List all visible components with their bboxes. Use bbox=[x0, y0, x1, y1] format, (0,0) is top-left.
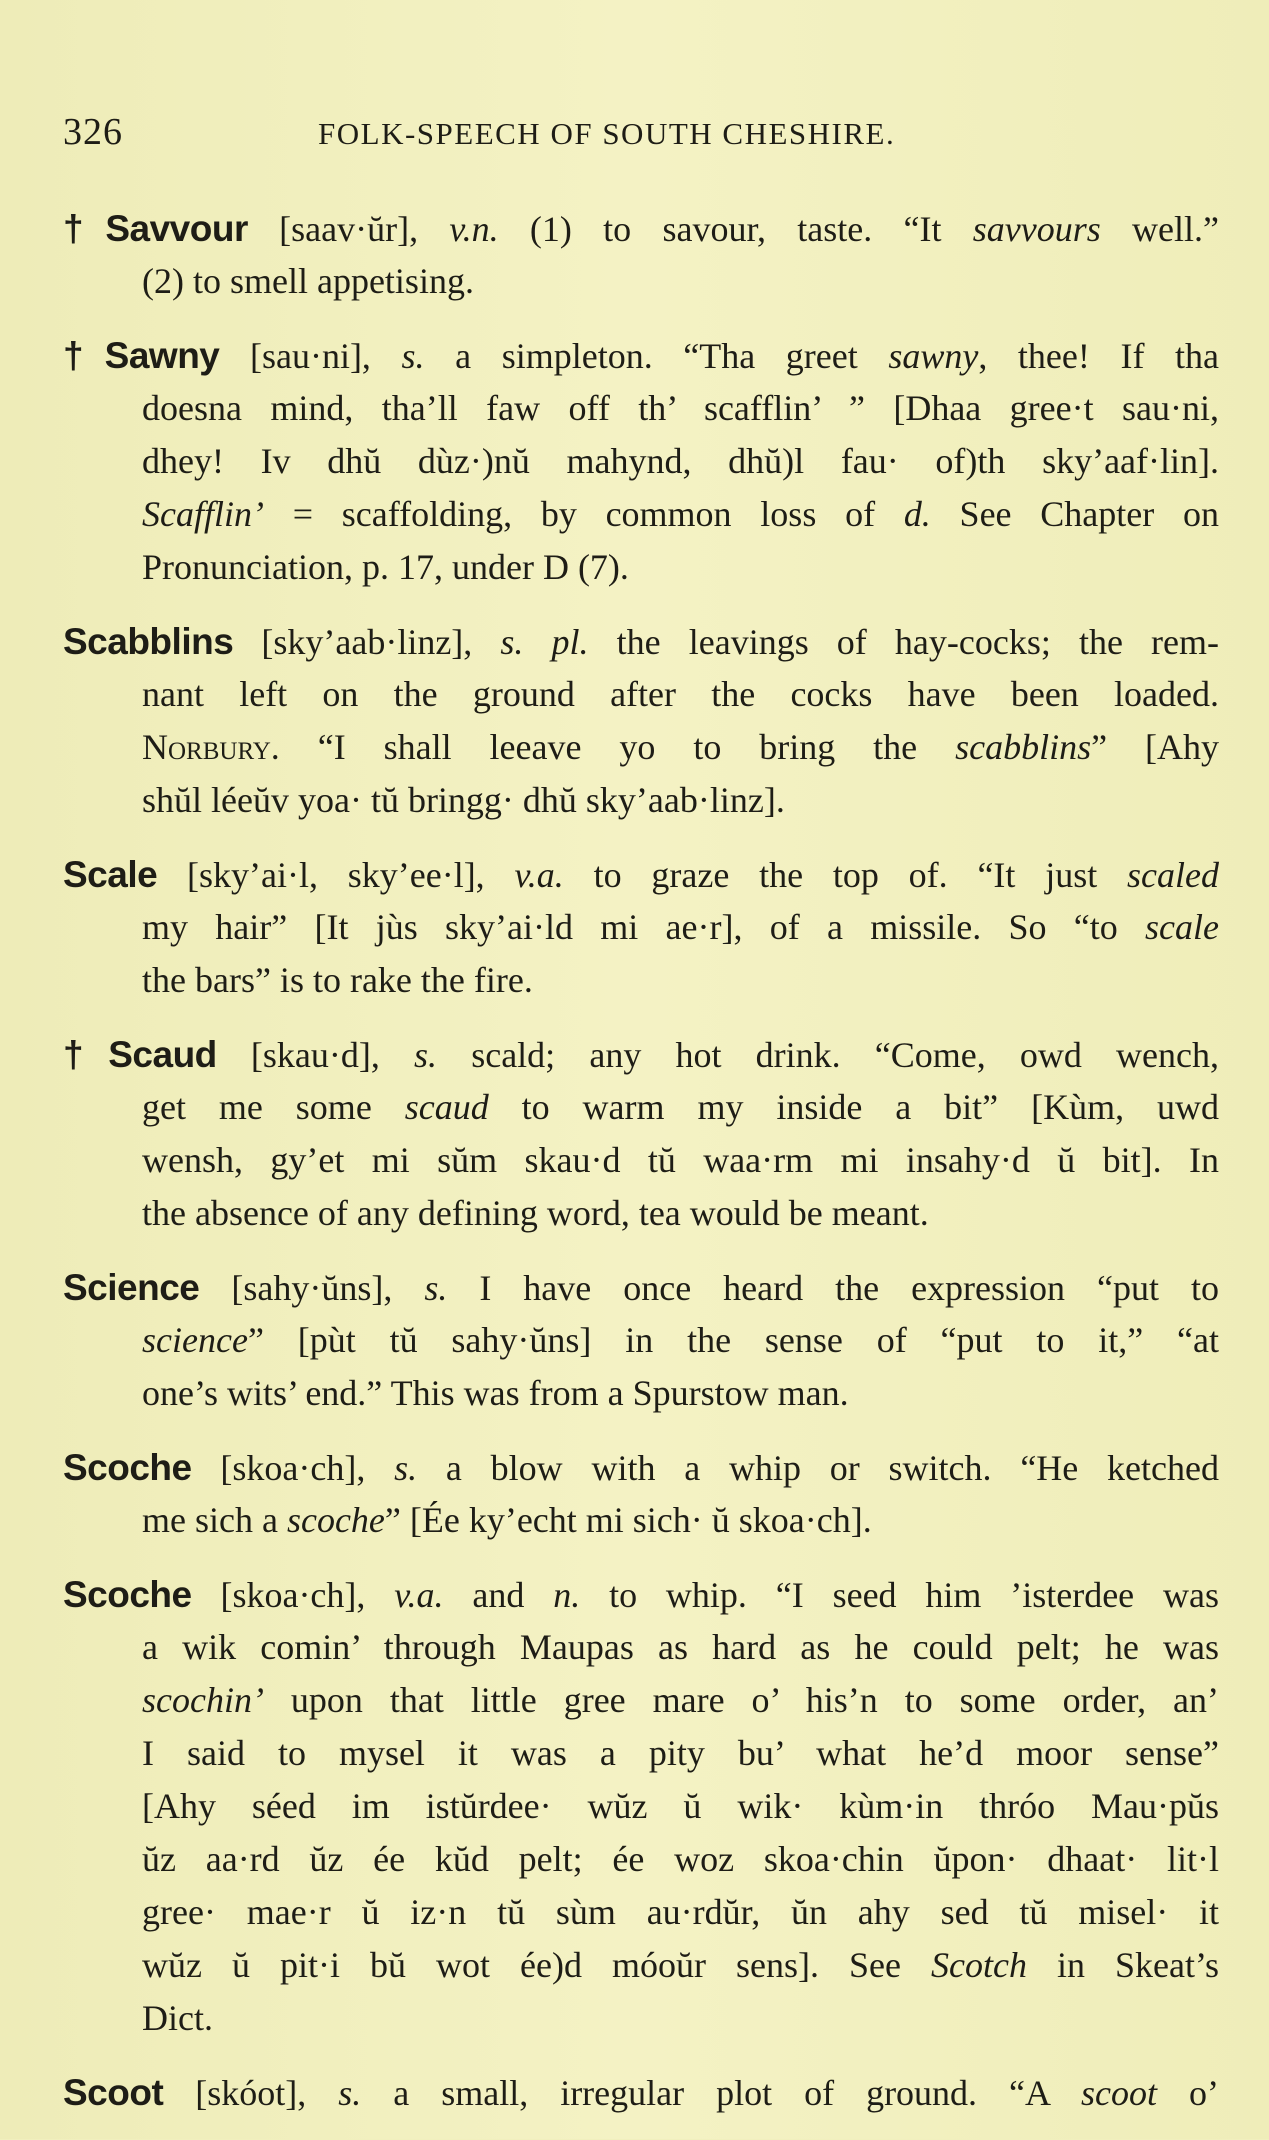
entry-text: [sky’ai·l, sky’ee·l], bbox=[157, 855, 515, 895]
entry-text: the leavings of hay-cocks; the rem- bbox=[588, 622, 1219, 662]
entry-line bbox=[63, 1833, 1219, 1886]
entry-text: doesna mind, tha’ll faw off th’ scafflin’ ” [Dhaa gree·t sau·ni, bbox=[142, 388, 1219, 428]
entry-text: [saav·ŭr], bbox=[247, 209, 450, 249]
entry-line bbox=[63, 541, 1219, 594]
entry-line bbox=[63, 774, 1219, 827]
italic-text: sawny bbox=[888, 336, 979, 376]
italic-text: scoot bbox=[1081, 2073, 1158, 2113]
italic-text: scoche bbox=[286, 1500, 385, 1540]
entry-text: the absence of any defining word, tea would be meant. bbox=[142, 1193, 929, 1233]
entry-line bbox=[63, 255, 1219, 308]
italic-text: scale bbox=[1145, 907, 1219, 947]
entry-text: (1) to savour, taste. “It bbox=[498, 209, 973, 249]
headword: †Scaud bbox=[63, 1034, 217, 1075]
dictionary-entry bbox=[63, 329, 1219, 594]
entry-line bbox=[63, 848, 1219, 901]
entry-text: the bars” is to rake the fire. bbox=[142, 960, 533, 1000]
dictionary-entry bbox=[63, 1441, 1219, 1547]
italic-text: scochin’ bbox=[142, 1680, 264, 1720]
entry-text: a simpleton. “Tha greet bbox=[424, 336, 889, 376]
entry-text: ” [Ée ky’echt mi sich· ŭ skoa·ch]. bbox=[384, 1500, 872, 1540]
italic-text: Scafflin’ bbox=[142, 494, 264, 534]
entry-text: See Chapter on bbox=[930, 494, 1219, 534]
entry-text: dhey! Iv dhŭ dùz·)nŭ mahynd, dhŭ)l fau· of)th sky’aaf·lin]. bbox=[142, 441, 1219, 481]
dictionary-entry bbox=[63, 615, 1219, 827]
page-number: 326 bbox=[63, 111, 123, 153]
entry-text: well.” bbox=[1100, 209, 1219, 249]
headword: †Savvour bbox=[63, 208, 248, 249]
italic-text: scabblins bbox=[955, 727, 1092, 767]
entry-line bbox=[63, 1028, 1219, 1081]
entry-text: a wik comin’ through Maupas as hard as he could pelt; he was bbox=[142, 1627, 1219, 1667]
entry-line bbox=[63, 668, 1219, 721]
italic-text: s. bbox=[401, 336, 425, 376]
entry-text: get me some bbox=[142, 1087, 405, 1127]
entry-line bbox=[63, 488, 1219, 541]
entry-line bbox=[63, 1081, 1219, 1134]
dictionary-entry bbox=[63, 202, 1219, 308]
headword: Science bbox=[63, 1267, 200, 1308]
italic-text: s. bbox=[394, 1448, 418, 1488]
entry-text: Pronunciation, p. 17, under D (7). bbox=[142, 547, 629, 587]
entry-text: (2) to smell appetising. bbox=[142, 261, 474, 301]
entry-line bbox=[63, 1134, 1219, 1187]
entry-line bbox=[63, 1992, 1219, 2045]
entry-line bbox=[63, 1886, 1219, 1939]
entry-text: wensh, gy’et mi sŭm skau·d tŭ waa·rm mi insahy·d ŭ bit]. In bbox=[142, 1140, 1219, 1180]
running-header bbox=[63, 110, 1219, 158]
entry-text: to warm my inside a bit” [Kùm, uwd bbox=[488, 1087, 1219, 1127]
entry-line bbox=[63, 1314, 1219, 1367]
entry-text: upon that little gree mare o’ his’n to some order, an’ bbox=[263, 1680, 1219, 1720]
entry-text: [skoa·ch], bbox=[191, 1448, 395, 1488]
entry-text: one’s wits’ end.” This was from a Spurstow man. bbox=[142, 1373, 849, 1413]
entry-text: [skoa·ch], bbox=[191, 1575, 395, 1615]
entry-line bbox=[63, 1674, 1219, 1727]
entry-line bbox=[63, 202, 1219, 255]
entry-text: “I shall leeave yo to bring the bbox=[279, 727, 956, 767]
dictionary-entry bbox=[63, 1028, 1219, 1240]
italic-text: v.a. bbox=[394, 1575, 444, 1615]
entry-text: [skóot], bbox=[163, 2073, 339, 2113]
entry-text: wŭz ŭ pit·i bŭ wot ée)d móoŭr sens]. See bbox=[142, 1945, 931, 1985]
entry-line bbox=[63, 1727, 1219, 1780]
entry-text: to whip. “I seed him ’isterdee was bbox=[580, 1575, 1219, 1615]
entry-text: in Skeat’s bbox=[1026, 1945, 1219, 1985]
entry-line bbox=[63, 721, 1219, 774]
italic-text: n. bbox=[553, 1575, 581, 1615]
entry-line bbox=[63, 1261, 1219, 1314]
running-title: FOLK-SPEECH OF SOUTH CHESHIRE. bbox=[318, 116, 896, 151]
entry-text: I said to mysel it was a pity bu’ what he’d moor sense” bbox=[142, 1733, 1219, 1773]
entry-line bbox=[63, 615, 1219, 668]
headword: Scoche bbox=[63, 1574, 192, 1615]
entry-line bbox=[63, 1367, 1219, 1420]
entry-line bbox=[63, 901, 1219, 954]
italic-text: v.n. bbox=[449, 209, 499, 249]
entry-text: ŭz aa·rd ŭz ée kŭd pelt; ée woz skoa·chin ŭpon· dhaat· lit·l bbox=[142, 1839, 1219, 1879]
entry-text: and bbox=[443, 1575, 554, 1615]
entry-text: Dict. bbox=[142, 1998, 213, 2038]
entry-text: o’ bbox=[1157, 2073, 1219, 2113]
dictionary-entry bbox=[63, 2066, 1219, 2119]
italic-text: d. bbox=[903, 494, 931, 534]
entry-line bbox=[63, 954, 1219, 1007]
entry-text: , thee! If tha bbox=[978, 336, 1220, 376]
dictionary-entries bbox=[63, 202, 1219, 2140]
entry-text: a blow with a whip or switch. “He ketched bbox=[417, 1448, 1219, 1488]
italic-text: s. bbox=[414, 1035, 438, 1075]
italic-text: v.a. bbox=[514, 855, 564, 895]
entry-text: gree· mae·r ŭ iz·n tŭ sùm au·rdŭr, ŭn ahy sed tŭ misel· it bbox=[142, 1892, 1219, 1932]
entry-text: [skau·d], bbox=[216, 1035, 415, 1075]
dictionary-entry bbox=[63, 848, 1219, 1007]
entry-line bbox=[63, 382, 1219, 435]
source-citation: Norbury. bbox=[142, 727, 280, 767]
dictionary-entry bbox=[63, 1261, 1219, 1420]
italic-text: scaud bbox=[404, 1087, 489, 1127]
italic-text: Scotch bbox=[931, 1945, 1027, 1985]
entry-text: a small, irregular plot of ground. “A bbox=[361, 2073, 1082, 2113]
entry-text: [Ahy séed im istŭrdee· wŭz ŭ wik· kùm·in thróo Mau·pŭs bbox=[142, 1786, 1219, 1826]
entry-text: I have once heard the expression “put to bbox=[447, 1268, 1219, 1308]
italic-text: savvours bbox=[972, 209, 1101, 249]
headword: Scale bbox=[63, 854, 158, 895]
entry-text: scald; any hot drink. “Come, owd wench, bbox=[437, 1035, 1219, 1075]
entry-line bbox=[63, 1780, 1219, 1833]
entry-text: shŭl léeŭv yoa· tŭ bringg· dhŭ sky’aab·linz]. bbox=[142, 780, 785, 820]
entry-text: my hair” [It jùs sky’ai·ld mi ae·r], of a missile. So “to bbox=[142, 907, 1146, 947]
entry-line bbox=[63, 1568, 1219, 1621]
headword: Scoot bbox=[63, 2072, 164, 2113]
entry-line bbox=[63, 1621, 1219, 1674]
entry-line bbox=[63, 2066, 1219, 2119]
entry-text: [sau·ni], bbox=[219, 336, 402, 376]
entry-text: nant left on the ground after the cocks have been loaded. bbox=[142, 674, 1219, 714]
entry-text: ” [Ahy bbox=[1091, 727, 1219, 767]
entry-line bbox=[63, 1939, 1219, 1992]
entry-line bbox=[63, 435, 1219, 488]
entry-text: me sich a bbox=[142, 1500, 287, 1540]
italic-text: s. pl. bbox=[500, 622, 589, 662]
entry-text: to graze the top of. “It just bbox=[563, 855, 1128, 895]
entry-line bbox=[63, 1441, 1219, 1494]
headword: Scoche bbox=[63, 1447, 192, 1488]
entry-line bbox=[63, 1494, 1219, 1547]
entry-text: ” [pùt tŭ sahy·ŭns] in the sense of “put to it,” “at bbox=[247, 1320, 1219, 1360]
italic-text: s. bbox=[424, 1268, 448, 1308]
entry-line bbox=[63, 1187, 1219, 1240]
entry-text: [sahy·ŭns], bbox=[199, 1268, 425, 1308]
headword: Scabblins bbox=[63, 621, 234, 662]
entry-text: = scaffolding, by common loss of bbox=[263, 494, 904, 534]
entry-text: [sky’aab·linz], bbox=[233, 622, 501, 662]
italic-text: science bbox=[142, 1320, 248, 1360]
dictionary-entry bbox=[63, 1568, 1219, 2045]
headword: †Sawny bbox=[63, 335, 220, 376]
italic-text: scaled bbox=[1127, 855, 1219, 895]
italic-text: s. bbox=[338, 2073, 362, 2113]
entry-line bbox=[63, 329, 1219, 382]
